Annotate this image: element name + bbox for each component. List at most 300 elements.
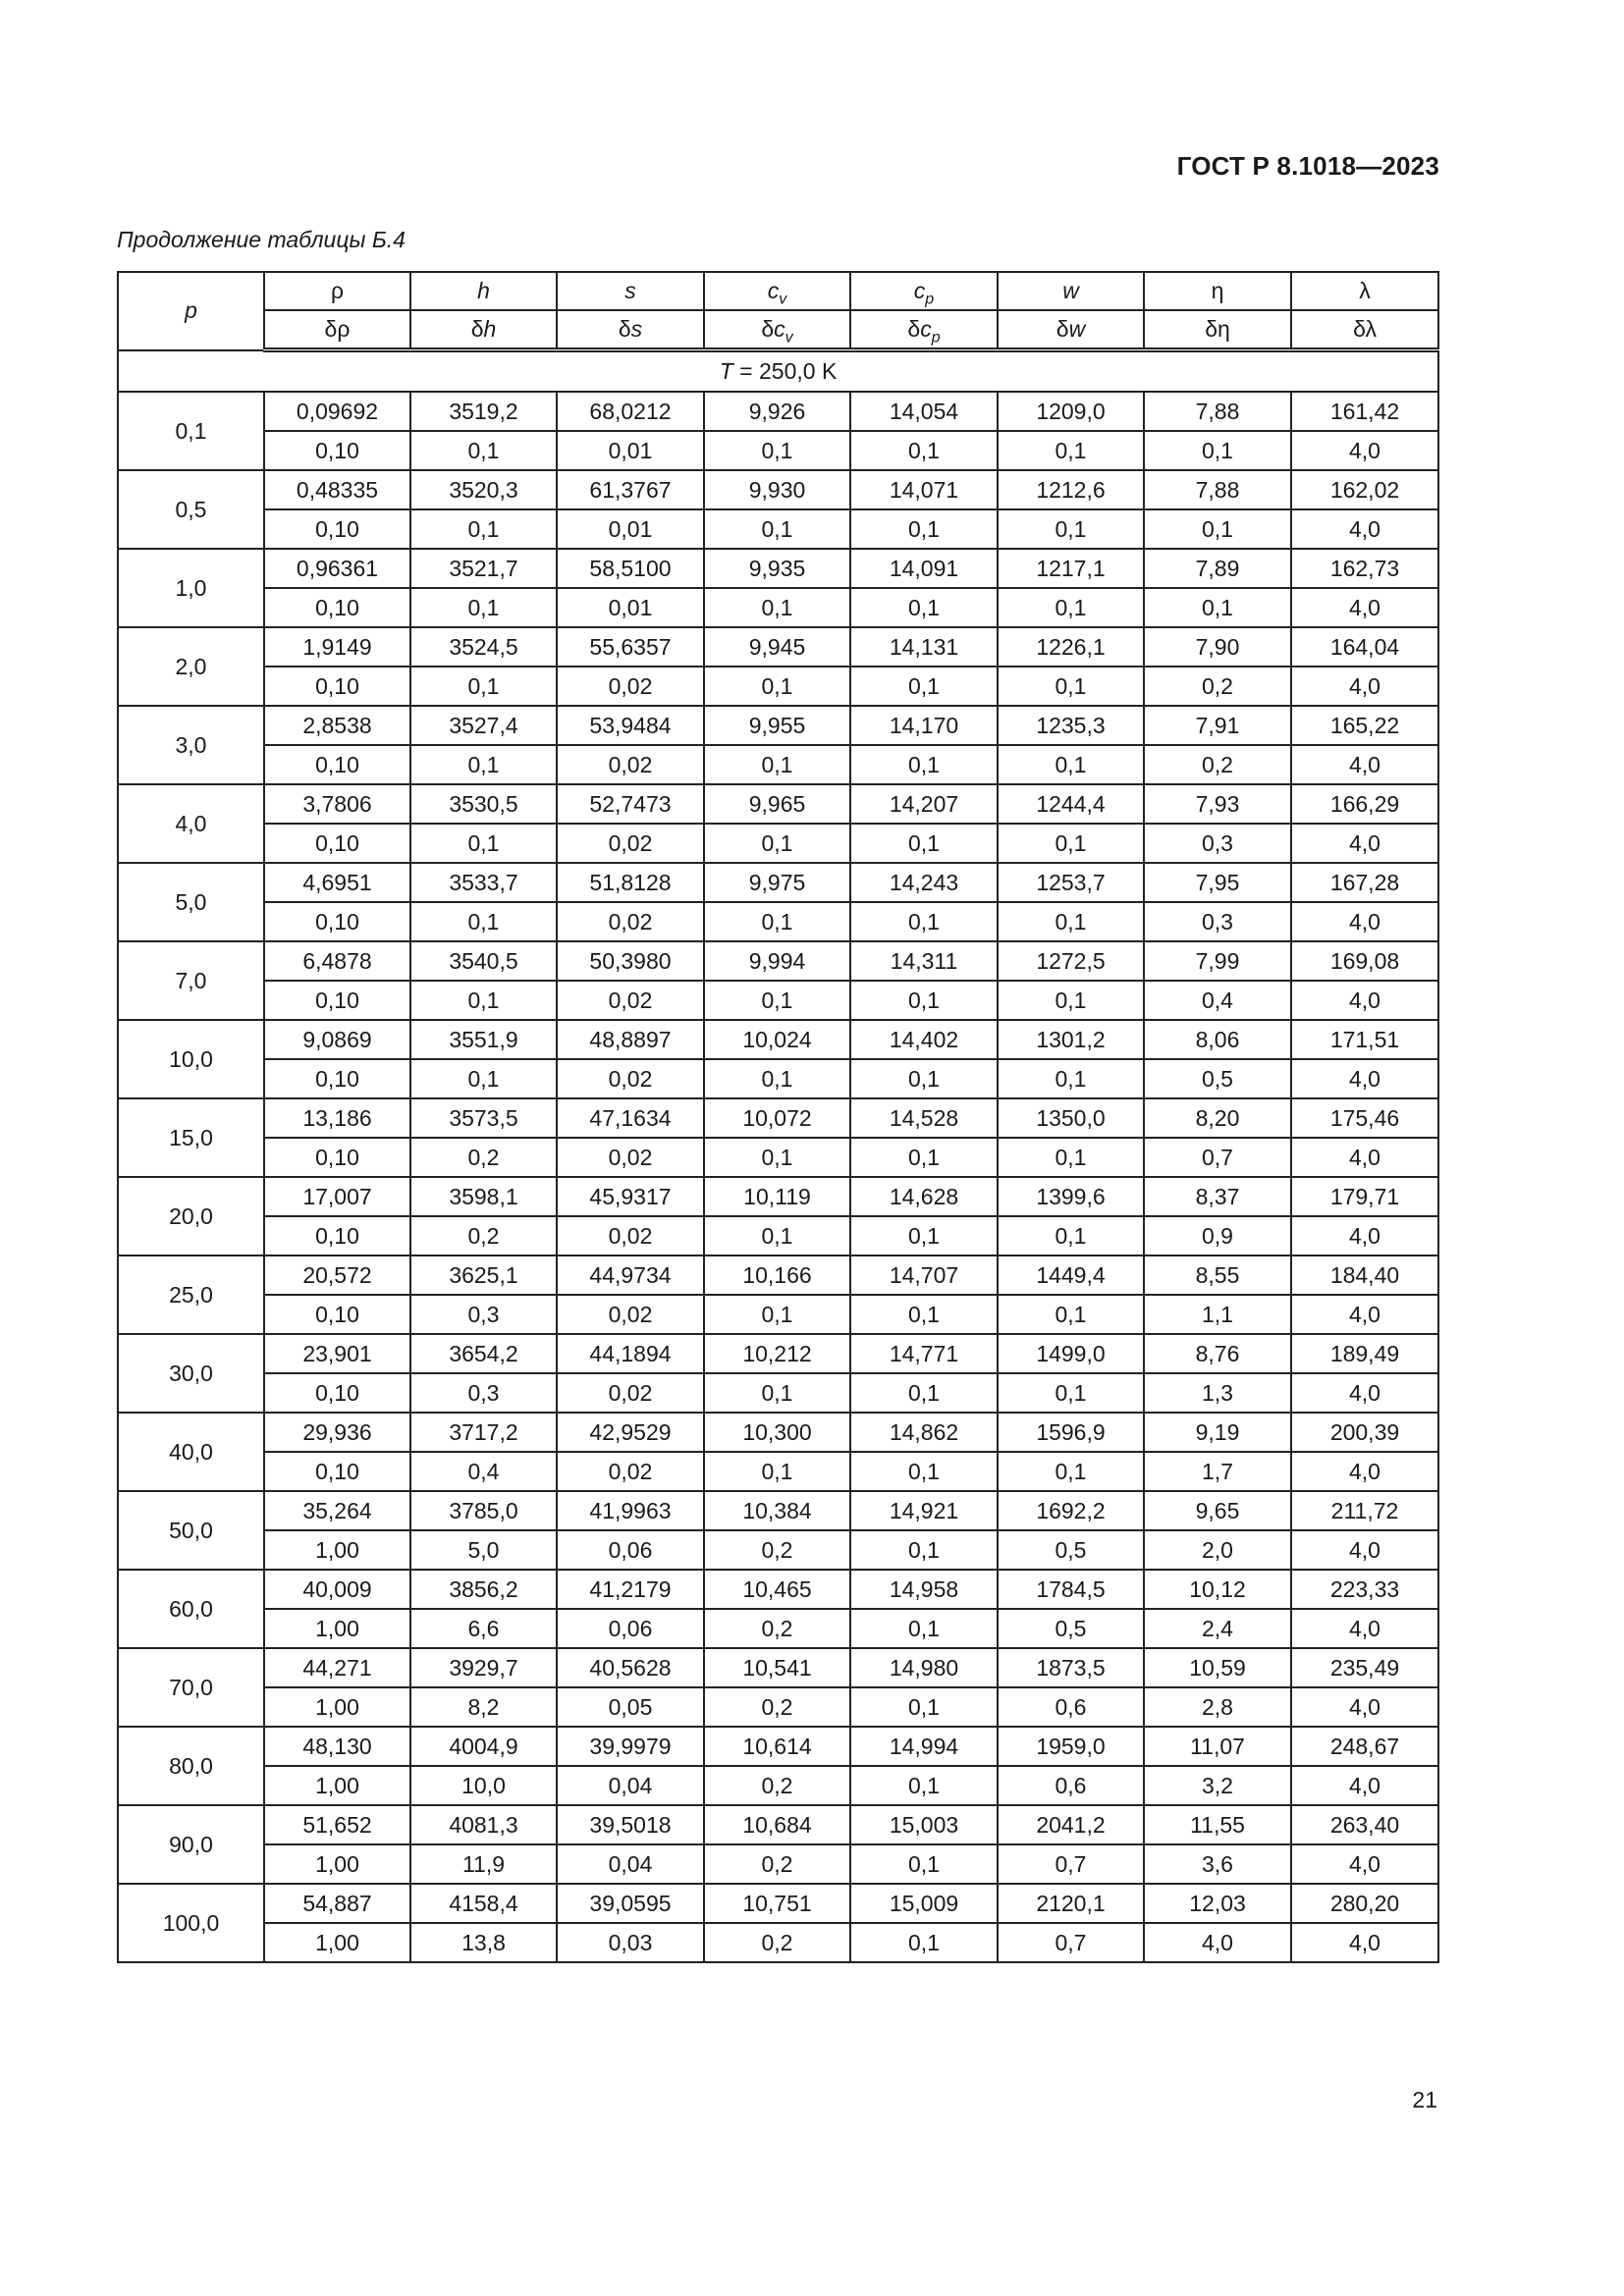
pressure-cell: 80,0 (118, 1727, 264, 1805)
uncertainty-cell: 0,03 (557, 1923, 704, 1962)
header-delta-4-symbol: c (920, 316, 932, 342)
uncertainty-cell: 0,1 (410, 431, 557, 470)
header-col-4-subscript: p (925, 291, 935, 308)
uncertainty-cell: 0,02 (557, 981, 704, 1020)
value-cell: 3785,0 (410, 1491, 557, 1530)
value-cell: 169,08 (1291, 941, 1438, 981)
header-col-3 (704, 272, 850, 310)
value-cell: 39,0595 (557, 1884, 704, 1923)
value-cell: 1692,2 (998, 1491, 1144, 1530)
header-delta-2-prefix: δ (618, 316, 631, 342)
pressure-cell: 100,0 (118, 1884, 264, 1962)
value-cell: 10,751 (704, 1884, 850, 1923)
uncertainty-cell: 0,3 (410, 1373, 557, 1413)
uncertainty-cell: 10,0 (410, 1766, 557, 1805)
uncertainty-cell: 4,0 (1291, 824, 1438, 863)
pressure-cell: 90,0 (118, 1805, 264, 1884)
uncertainty-cell: 0,1 (410, 745, 557, 784)
value-cell: 3625,1 (410, 1255, 557, 1295)
table-row (118, 1570, 1438, 1609)
value-cell: 3654,2 (410, 1334, 557, 1373)
header-col-2-symbol: s (624, 278, 636, 303)
header-delta-4-subscript: p (931, 329, 941, 347)
value-cell: 9,19 (1144, 1413, 1291, 1452)
value-cell: 7,99 (1144, 941, 1291, 981)
header-delta-7 (1291, 310, 1438, 350)
uncertainty-cell: 4,0 (1291, 745, 1438, 784)
value-cell: 51,8128 (557, 863, 704, 902)
uncertainty-cell: 0,1 (704, 902, 850, 941)
pressure-cell: 30,0 (118, 1334, 264, 1413)
uncertainty-cell: 1,00 (264, 1687, 410, 1727)
value-cell: 3520,3 (410, 470, 557, 509)
uncertainty-cell: 0,10 (264, 1295, 410, 1334)
uncertainty-cell: 2,4 (1144, 1609, 1291, 1648)
value-cell: 1784,5 (998, 1570, 1144, 1609)
value-cell: 0,96361 (264, 549, 410, 588)
value-cell: 9,926 (704, 392, 850, 431)
uncertainty-cell: 0,1 (998, 1295, 1144, 1334)
value-cell: 7,89 (1144, 549, 1291, 588)
value-cell: 7,95 (1144, 863, 1291, 902)
section-temperature-value: = 250,0 K (732, 358, 838, 384)
uncertainty-cell: 0,5 (1144, 1059, 1291, 1098)
uncertainty-cell: 0,2 (410, 1216, 557, 1255)
table-caption: Продолжение таблицы Б.4 (117, 227, 406, 252)
uncertainty-cell: 0,1 (850, 1923, 998, 1962)
value-cell: 1217,1 (998, 549, 1144, 588)
uncertainty-cell: 0,1 (850, 1059, 998, 1098)
value-cell: 235,49 (1291, 1648, 1438, 1687)
value-cell: 1596,9 (998, 1413, 1144, 1452)
uncertainty-cell: 1,00 (264, 1530, 410, 1570)
uncertainty-cell: 4,0 (1144, 1923, 1291, 1962)
uncertainty-cell: 0,04 (557, 1766, 704, 1805)
uncertainty-cell: 0,1 (704, 667, 850, 706)
uncertainty-cell: 0,02 (557, 1452, 704, 1491)
value-cell: 2,8538 (264, 706, 410, 745)
uncertainty-cell: 0,2 (1144, 745, 1291, 784)
value-cell: 1449,4 (998, 1255, 1144, 1295)
value-cell: 45,9317 (557, 1177, 704, 1216)
uncertainty-row (118, 902, 1438, 941)
uncertainty-cell: 0,1 (998, 981, 1144, 1020)
value-cell: 9,930 (704, 470, 850, 509)
value-cell: 3598,1 (410, 1177, 557, 1216)
uncertainty-cell: 0,10 (264, 981, 410, 1020)
value-cell: 3551,9 (410, 1020, 557, 1059)
uncertainty-row (118, 1373, 1438, 1413)
uncertainty-cell: 0,1 (410, 902, 557, 941)
value-cell: 0,48335 (264, 470, 410, 509)
header-row-properties (118, 272, 1438, 310)
value-cell: 1350,0 (998, 1098, 1144, 1138)
value-cell: 14,771 (850, 1334, 998, 1373)
value-cell: 1499,0 (998, 1334, 1144, 1373)
uncertainty-cell: 4,0 (1291, 1766, 1438, 1805)
uncertainty-cell: 0,10 (264, 588, 410, 627)
value-cell: 166,29 (1291, 784, 1438, 824)
uncertainty-cell: 0,1 (704, 1138, 850, 1177)
uncertainty-cell: 0,02 (557, 902, 704, 941)
value-cell: 12,03 (1144, 1884, 1291, 1923)
value-cell: 17,007 (264, 1177, 410, 1216)
uncertainty-cell: 0,1 (410, 509, 557, 549)
uncertainty-cell: 0,7 (1144, 1138, 1291, 1177)
uncertainty-cell: 0,1 (850, 1609, 998, 1648)
uncertainty-cell: 0,1 (998, 509, 1144, 549)
uncertainty-row (118, 509, 1438, 549)
header-delta-6-symbol: η (1218, 316, 1230, 342)
pressure-cell: 10,0 (118, 1020, 264, 1098)
value-cell: 1235,3 (998, 706, 1144, 745)
value-cell: 171,51 (1291, 1020, 1438, 1059)
uncertainty-cell: 4,0 (1291, 1923, 1438, 1962)
pressure-cell: 7,0 (118, 941, 264, 1020)
uncertainty-cell: 0,1 (410, 824, 557, 863)
value-cell: 200,39 (1291, 1413, 1438, 1452)
header-col-5 (998, 272, 1144, 310)
value-cell: 53,9484 (557, 706, 704, 745)
uncertainty-row (118, 1766, 1438, 1805)
value-cell: 9,965 (704, 784, 850, 824)
uncertainty-cell: 5,0 (410, 1530, 557, 1570)
uncertainty-cell: 0,1 (850, 509, 998, 549)
uncertainty-cell: 4,0 (1291, 1216, 1438, 1255)
value-cell: 8,20 (1144, 1098, 1291, 1138)
header-row-uncertainties (118, 310, 1438, 350)
header-col-1 (410, 272, 557, 310)
uncertainty-cell: 0,1 (410, 1059, 557, 1098)
value-cell: 7,91 (1144, 706, 1291, 745)
uncertainty-cell: 4,0 (1291, 1844, 1438, 1884)
uncertainty-cell: 0,1 (850, 1766, 998, 1805)
uncertainty-cell: 0,1 (410, 588, 557, 627)
value-cell: 11,55 (1144, 1805, 1291, 1844)
uncertainty-cell: 1,00 (264, 1923, 410, 1962)
value-cell: 211,72 (1291, 1491, 1438, 1530)
uncertainty-cell: 0,4 (410, 1452, 557, 1491)
value-cell: 35,264 (264, 1491, 410, 1530)
header-col-7-symbol: λ (1359, 278, 1371, 303)
header-delta-3-symbol: c (774, 316, 785, 342)
uncertainty-cell: 1,00 (264, 1844, 410, 1884)
value-cell: 61,3767 (557, 470, 704, 509)
value-cell: 15,009 (850, 1884, 998, 1923)
uncertainty-cell: 0,06 (557, 1530, 704, 1570)
uncertainty-cell: 0,1 (850, 588, 998, 627)
uncertainty-cell: 0,1 (850, 1530, 998, 1570)
pressure-cell: 60,0 (118, 1570, 264, 1648)
value-cell: 14,707 (850, 1255, 998, 1295)
uncertainty-cell: 0,1 (704, 1216, 850, 1255)
value-cell: 9,994 (704, 941, 850, 981)
uncertainty-cell: 4,0 (1291, 1295, 1438, 1334)
value-cell: 14,071 (850, 470, 998, 509)
value-cell: 161,42 (1291, 392, 1438, 431)
uncertainty-cell: 0,1 (998, 431, 1144, 470)
value-cell: 48,8897 (557, 1020, 704, 1059)
uncertainty-row (118, 1687, 1438, 1727)
uncertainty-cell: 4,0 (1291, 902, 1438, 941)
header-delta-5-prefix: δ (1056, 316, 1069, 342)
value-cell: 3856,2 (410, 1570, 557, 1609)
uncertainty-cell: 0,01 (557, 588, 704, 627)
uncertainty-cell: 0,1 (704, 1452, 850, 1491)
uncertainty-cell: 0,2 (410, 1138, 557, 1177)
value-cell: 52,7473 (557, 784, 704, 824)
uncertainty-cell: 0,1 (704, 745, 850, 784)
uncertainty-cell: 0,10 (264, 1138, 410, 1177)
uncertainty-cell: 0,1 (704, 824, 850, 863)
table-row (118, 549, 1438, 588)
uncertainty-cell: 0,10 (264, 1373, 410, 1413)
pressure-cell: 0,1 (118, 392, 264, 470)
uncertainty-cell: 4,0 (1291, 1530, 1438, 1570)
value-cell: 0,09692 (264, 392, 410, 431)
pressure-cell: 40,0 (118, 1413, 264, 1491)
table-row (118, 1020, 1438, 1059)
pressure-cell: 15,0 (118, 1098, 264, 1177)
value-cell: 54,887 (264, 1884, 410, 1923)
value-cell: 4158,4 (410, 1884, 557, 1923)
uncertainty-row (118, 745, 1438, 784)
value-cell: 3524,5 (410, 627, 557, 667)
value-cell: 1,9149 (264, 627, 410, 667)
value-cell: 1244,4 (998, 784, 1144, 824)
uncertainty-cell: 0,2 (704, 1844, 850, 1884)
uncertainty-cell: 0,1 (850, 1138, 998, 1177)
uncertainty-cell: 0,10 (264, 824, 410, 863)
value-cell: 3527,4 (410, 706, 557, 745)
value-cell: 162,02 (1291, 470, 1438, 509)
header-delta-0 (264, 310, 410, 350)
value-cell: 1959,0 (998, 1727, 1144, 1766)
value-cell: 10,119 (704, 1177, 850, 1216)
table-row (118, 1413, 1438, 1452)
table-row (118, 1491, 1438, 1530)
value-cell: 164,04 (1291, 627, 1438, 667)
uncertainty-cell: 3,6 (1144, 1844, 1291, 1884)
value-cell: 29,936 (264, 1413, 410, 1452)
uncertainty-cell: 0,1 (704, 981, 850, 1020)
uncertainty-row (118, 588, 1438, 627)
uncertainty-cell: 0,2 (704, 1923, 850, 1962)
header-delta-5-symbol: w (1068, 316, 1086, 342)
value-cell: 44,9734 (557, 1255, 704, 1295)
header-delta-1-symbol: h (483, 316, 497, 342)
uncertainty-cell: 4,0 (1291, 667, 1438, 706)
header-col-6-symbol: η (1211, 278, 1224, 303)
value-cell: 165,22 (1291, 706, 1438, 745)
value-cell: 3,7806 (264, 784, 410, 824)
value-cell: 10,12 (1144, 1570, 1291, 1609)
value-cell: 8,55 (1144, 1255, 1291, 1295)
header-delta-4 (850, 310, 998, 350)
uncertainty-cell: 0,1 (998, 902, 1144, 941)
uncertainty-cell: 2,8 (1144, 1687, 1291, 1727)
uncertainty-row (118, 1530, 1438, 1570)
uncertainty-cell: 0,05 (557, 1687, 704, 1727)
value-cell: 14,311 (850, 941, 998, 981)
table-row (118, 1648, 1438, 1687)
value-cell: 8,37 (1144, 1177, 1291, 1216)
header-col-1-symbol: h (477, 278, 490, 303)
value-cell: 48,130 (264, 1727, 410, 1766)
uncertainty-cell: 4,0 (1291, 1059, 1438, 1098)
table-row (118, 941, 1438, 981)
value-cell: 10,072 (704, 1098, 850, 1138)
table-row (118, 470, 1438, 509)
uncertainty-cell: 0,10 (264, 667, 410, 706)
uncertainty-cell: 0,10 (264, 509, 410, 549)
uncertainty-row (118, 824, 1438, 863)
header-delta-2 (557, 310, 704, 350)
value-cell: 58,5100 (557, 549, 704, 588)
header-delta-1 (410, 310, 557, 350)
value-cell: 1301,2 (998, 1020, 1144, 1059)
value-cell: 3929,7 (410, 1648, 557, 1687)
uncertainty-cell: 0,10 (264, 1452, 410, 1491)
pressure-cell: 1,0 (118, 549, 264, 627)
value-cell: 6,4878 (264, 941, 410, 981)
value-cell: 14,628 (850, 1177, 998, 1216)
uncertainty-cell: 0,4 (1144, 981, 1291, 1020)
uncertainty-cell: 0,1 (1144, 431, 1291, 470)
header-col-4 (850, 272, 998, 310)
uncertainty-cell: 4,0 (1291, 431, 1438, 470)
uncertainty-cell: 0,2 (1144, 667, 1291, 706)
value-cell: 44,1894 (557, 1334, 704, 1373)
pressure-cell: 4,0 (118, 784, 264, 863)
value-cell: 4,6951 (264, 863, 410, 902)
value-cell: 14,131 (850, 627, 998, 667)
header-col-2 (557, 272, 704, 310)
value-cell: 40,5628 (557, 1648, 704, 1687)
pressure-cell: 3,0 (118, 706, 264, 784)
value-cell: 55,6357 (557, 627, 704, 667)
header-delta-6-prefix: δ (1205, 316, 1218, 342)
uncertainty-cell: 0,10 (264, 1216, 410, 1255)
value-cell: 9,65 (1144, 1491, 1291, 1530)
pressure-cell: 70,0 (118, 1648, 264, 1727)
uncertainty-cell: 0,1 (850, 1295, 998, 1334)
uncertainty-cell: 0,10 (264, 902, 410, 941)
value-cell: 14,528 (850, 1098, 998, 1138)
uncertainty-cell: 0,7 (998, 1923, 1144, 1962)
uncertainty-row (118, 1609, 1438, 1648)
uncertainty-cell: 2,0 (1144, 1530, 1291, 1570)
section-temperature-symbol: T (719, 358, 733, 384)
uncertainty-cell: 0,10 (264, 431, 410, 470)
page-number: 21 (1412, 2087, 1437, 2112)
value-cell: 14,243 (850, 863, 998, 902)
uncertainty-cell: 0,1 (850, 824, 998, 863)
uncertainty-cell: 0,1 (704, 1295, 850, 1334)
uncertainty-cell: 0,6 (998, 1687, 1144, 1727)
value-cell: 9,0869 (264, 1020, 410, 1059)
header-delta-3 (704, 310, 850, 350)
uncertainty-cell: 0,1 (998, 1373, 1144, 1413)
table-row (118, 1177, 1438, 1216)
pressure-cell: 20,0 (118, 1177, 264, 1255)
uncertainty-cell: 0,02 (557, 1295, 704, 1334)
uncertainty-row (118, 1059, 1438, 1098)
uncertainty-cell: 0,1 (998, 745, 1144, 784)
uncertainty-cell: 13,8 (410, 1923, 557, 1962)
table-row (118, 1334, 1438, 1373)
value-cell: 10,541 (704, 1648, 850, 1687)
value-cell: 248,67 (1291, 1727, 1438, 1766)
header-delta-2-symbol: s (630, 316, 643, 342)
uncertainty-row (118, 431, 1438, 470)
uncertainty-cell: 3,2 (1144, 1766, 1291, 1805)
uncertainty-cell: 0,1 (850, 745, 998, 784)
uncertainty-cell: 6,6 (410, 1609, 557, 1648)
uncertainty-row (118, 1452, 1438, 1491)
uncertainty-cell: 0,2 (704, 1766, 850, 1805)
value-cell: 1209,0 (998, 392, 1144, 431)
uncertainty-cell: 0,3 (410, 1295, 557, 1334)
value-cell: 263,40 (1291, 1805, 1438, 1844)
value-cell: 9,955 (704, 706, 850, 745)
uncertainty-row (118, 1844, 1438, 1884)
uncertainty-cell: 0,1 (998, 824, 1144, 863)
value-cell: 51,652 (264, 1805, 410, 1844)
value-cell: 1399,6 (998, 1177, 1144, 1216)
uncertainty-cell: 0,5 (998, 1609, 1144, 1648)
value-cell: 184,40 (1291, 1255, 1438, 1295)
value-cell: 1253,7 (998, 863, 1144, 902)
value-cell: 10,212 (704, 1334, 850, 1373)
value-cell: 4081,3 (410, 1805, 557, 1844)
value-cell: 1873,5 (998, 1648, 1144, 1687)
value-cell: 3521,7 (410, 549, 557, 588)
header-pressure-symbol: p (185, 297, 197, 324)
pressure-cell: 25,0 (118, 1255, 264, 1334)
table-row (118, 706, 1438, 745)
uncertainty-cell: 0,1 (850, 902, 998, 941)
uncertainty-cell: 0,1 (850, 1452, 998, 1491)
uncertainty-cell: 0,02 (557, 1138, 704, 1177)
uncertainty-cell: 0,3 (1144, 824, 1291, 863)
uncertainty-cell: 4,0 (1291, 1452, 1438, 1491)
document-id: ГОСТ Р 8.1018—2023 (1176, 151, 1439, 181)
uncertainty-cell: 1,00 (264, 1609, 410, 1648)
value-cell: 2041,2 (998, 1805, 1144, 1844)
uncertainty-cell: 0,9 (1144, 1216, 1291, 1255)
value-cell: 179,71 (1291, 1177, 1438, 1216)
header-pressure (118, 272, 264, 350)
header-delta-0-symbol: ρ (337, 316, 351, 342)
uncertainty-cell: 0,1 (850, 1844, 998, 1884)
value-cell: 41,9963 (557, 1491, 704, 1530)
table-body (118, 272, 1438, 1962)
value-cell: 8,76 (1144, 1334, 1291, 1373)
uncertainty-cell: 0,1 (1144, 588, 1291, 627)
value-cell: 68,0212 (557, 392, 704, 431)
uncertainty-cell: 0,02 (557, 1059, 704, 1098)
value-cell: 15,003 (850, 1805, 998, 1844)
value-cell: 14,402 (850, 1020, 998, 1059)
uncertainty-cell: 4,0 (1291, 1609, 1438, 1648)
uncertainty-row (118, 981, 1438, 1020)
value-cell: 39,9979 (557, 1727, 704, 1766)
header-delta-6 (1144, 310, 1291, 350)
header-col-3-subscript: v (779, 291, 787, 308)
table-row (118, 392, 1438, 431)
table-row (118, 1884, 1438, 1923)
